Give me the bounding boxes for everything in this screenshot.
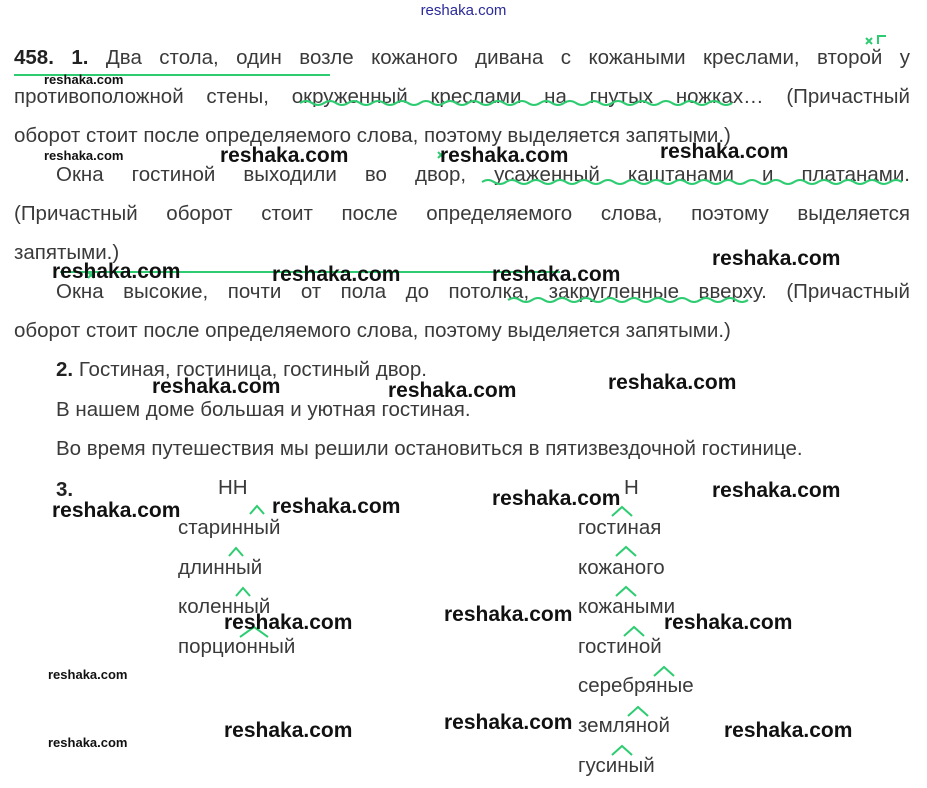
part3-label: 3.	[56, 478, 74, 501]
wavy-underline	[508, 298, 748, 302]
right-word: гостиная	[578, 516, 662, 539]
watermark: reshaka.com	[724, 719, 853, 742]
right-word: серебряные	[578, 674, 694, 697]
part2-line2: В нашем доме большая и уютная гостиная.	[56, 398, 471, 421]
text-line-content: Два стола, один возле кожаного дивана с кожаными креслами, второй у	[105, 46, 911, 69]
watermark: reshaka.com	[388, 379, 517, 402]
right-word: кожаного	[578, 556, 665, 579]
suffix-arc	[628, 707, 648, 716]
suffix-arc	[250, 506, 264, 514]
left-word: старинный	[178, 516, 281, 539]
wavy-underline	[300, 101, 732, 105]
text-line: Окна гостиной выходили во двор, усаженный каштанами и платанами.	[56, 163, 910, 186]
right-header-n: Н	[624, 476, 639, 499]
task-number: 458.	[14, 46, 54, 69]
part2-label: 2.	[56, 358, 74, 381]
watermark: reshaka.com	[440, 144, 569, 167]
watermark: reshaka.com	[48, 667, 128, 682]
part1-label: 1.	[71, 46, 89, 69]
watermark: reshaka.com	[220, 144, 349, 167]
right-word: земляной	[578, 714, 670, 737]
watermark: reshaka.com	[224, 611, 353, 634]
watermark: reshaka.com	[52, 499, 181, 522]
watermark: reshaka.com	[664, 611, 793, 634]
watermark: reshaka.com	[152, 375, 281, 398]
text-line: оборот стоит после определяемого слова, поэтому выделяется запятыми.)	[14, 124, 731, 147]
watermark: reshaka.com	[608, 371, 737, 394]
site-header: reshaka.com	[420, 2, 507, 19]
watermark: reshaka.com	[44, 148, 124, 163]
left-word: коленный	[178, 595, 271, 618]
left-word: длинный	[178, 556, 263, 579]
suffix-arc	[612, 746, 632, 755]
suffix-arc	[236, 588, 250, 596]
watermark: reshaka.com	[52, 260, 181, 283]
watermark: reshaka.com	[224, 719, 353, 742]
comma-mark	[866, 36, 886, 44]
right-word: гусиный	[578, 754, 655, 777]
wavy-underline	[482, 180, 902, 184]
suffix-arc	[616, 547, 636, 556]
left-header-nn: НН	[218, 476, 248, 499]
text-line: противоположной стены, окруженный креслами на гнутых ножках… (Причастный	[14, 85, 910, 108]
watermark: reshaka.com	[48, 735, 128, 750]
watermark: reshaka.com	[492, 263, 621, 286]
right-word: гостиной	[578, 635, 662, 658]
suffix-arc	[616, 587, 636, 596]
watermark: reshaka.com	[660, 140, 789, 163]
watermark: reshaka.com	[712, 247, 841, 270]
left-word: порционный	[178, 635, 296, 658]
watermark: reshaka.com	[444, 711, 573, 734]
watermark: reshaka.com	[272, 495, 401, 518]
right-word: кожаными	[578, 595, 676, 618]
suffix-arc	[624, 627, 644, 636]
part2-line3: Во время путешествия мы решили остановиться в пятизвездочной гостинице.	[56, 437, 803, 460]
text-line: (Причастный оборот стоит после определяемого слова, поэтому выделяется	[14, 202, 910, 225]
text-line: Окна высокие, почти от пола до потолка, закругленные вверху. (Причастный	[56, 280, 910, 303]
text-line: оборот стоит после определяемого слова, поэтому выделяется запятыми.)	[14, 319, 731, 342]
part2-line1-text: Гостиная, гостиница, гостиный двор.	[78, 358, 427, 381]
text-line: запятыми.)	[14, 241, 120, 264]
watermark: reshaka.com	[444, 603, 573, 626]
suffix-arc	[229, 548, 243, 556]
watermark: reshaka.com	[712, 479, 841, 502]
suffix-arc	[654, 667, 674, 676]
watermark: reshaka.com	[272, 263, 401, 286]
watermark: reshaka.com	[44, 72, 124, 87]
watermark: reshaka.com	[492, 487, 621, 510]
